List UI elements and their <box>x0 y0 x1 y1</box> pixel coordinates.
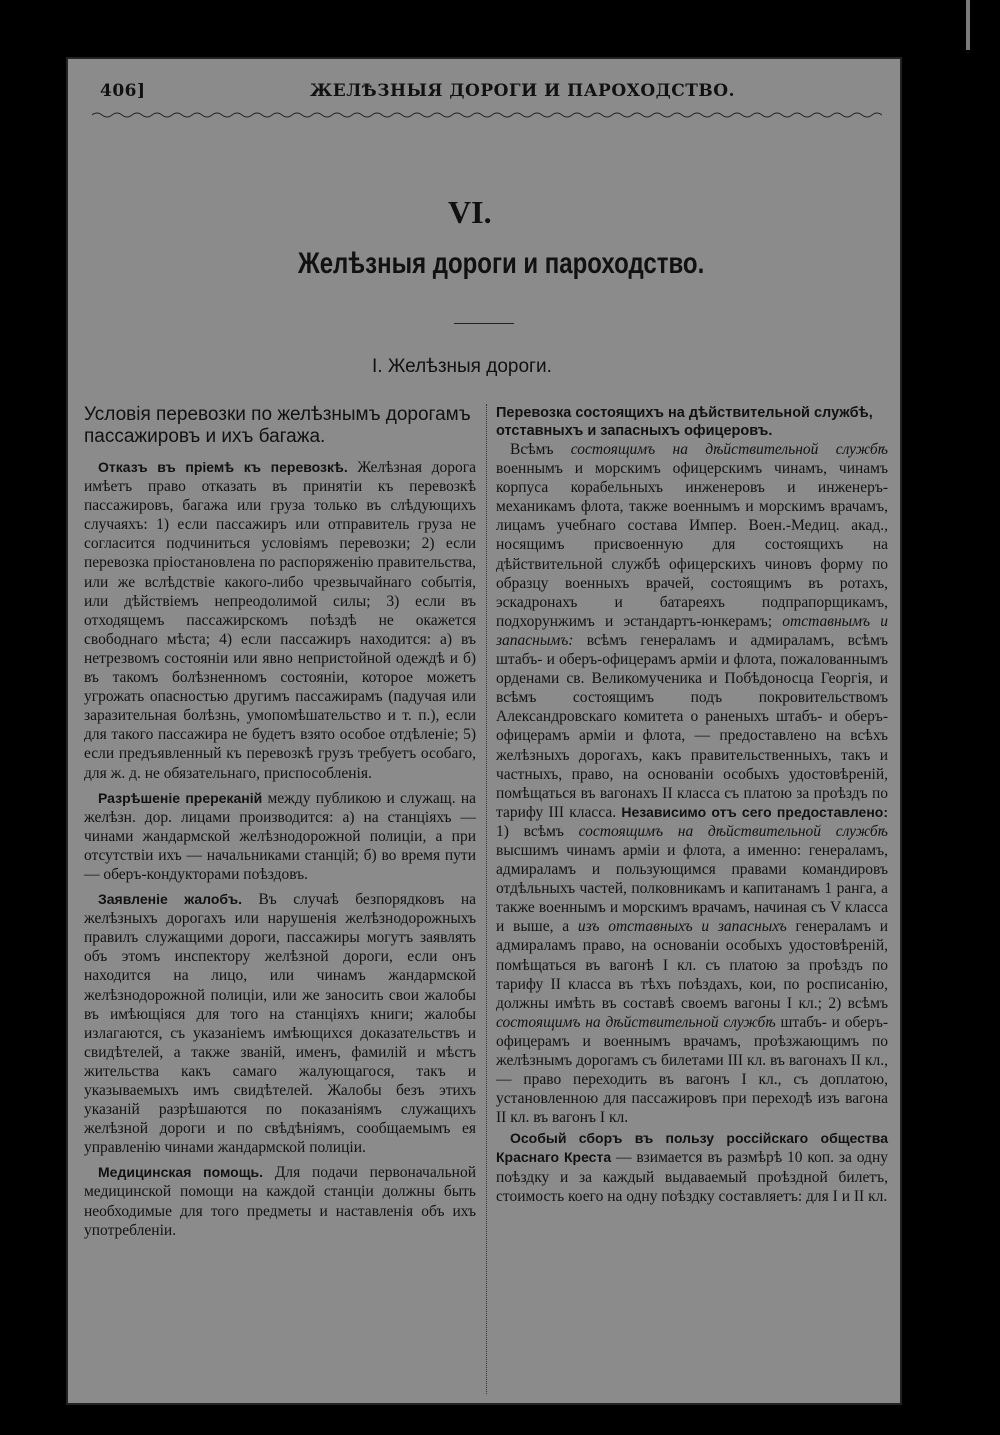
paragraph-text: между публикою и служащ. на желѣзн. дор. лицами производится: а) на станціяхъ — чинами жандармской желѣзнодорожной полиціи, а при отсутствіи ихъ — начальниками станцій; б) во время пути — оберъ-кондукторами поѣздовъ. <box>84 789 477 883</box>
section-title: Желѣзныя дороги и пароходство. <box>298 247 705 280</box>
italic-run: отставнымъ и запаснымъ: <box>496 612 889 649</box>
paragraph-red-cross <box>496 1129 888 1205</box>
subsection-title: I. Желѣзныя дороги. <box>372 356 552 377</box>
right-column-heading: Перевозка состоящихъ на дѣйствительной службѣ, отставныхъ и запасныхъ офицеровъ. <box>496 405 873 439</box>
paragraph-disputes <box>84 789 476 884</box>
italic-run: состоящимъ на дѣйствительной службѣ <box>570 441 888 458</box>
left-column <box>84 404 476 1240</box>
paragraph-lead: Независимо отъ сего предоставлено: <box>621 803 889 820</box>
left-column-heading: Условія перевозки по желѣзнымъ дорогамъ пассажировъ и ихъ багажа. <box>84 404 471 447</box>
right-column <box>496 404 888 1206</box>
paragraph-complaints <box>84 890 476 1157</box>
text-run: военнымъ и морскимъ офицерскимъ чинамъ, чинамъ корпуса корабельныхъ инженеровъ и инженеръ-механикамъ флота, также военнымъ и морскимъ врачамъ, лицамъ учебнаго состава Импер. Воен.-Медиц. акад., носящимъ присвоенную для состоящихъ на дѣйствительной службѣ офицерскихъ чиновъ форму по образцу военныхъ врачей, состоящимъ въ ротахъ, эскадронахъ и батареяхъ подпрапорщикамъ, подхорунжимъ и эстандартъ-юнкерамъ; <box>496 460 888 630</box>
paragraph-text: Желѣзная дорога имѣетъ право отказать въ принятіи къ перевозкѣ пассажировъ, багажа или груза только въ слѣдующихъ случаяхъ: 1) если пассажиръ или отправитель груза не согласится подчиниться условіямъ перевозки; 2) если перевозка пріостановлена по распоряженію правительства, или же вслѣдствіе какого-либо чрезвычайнаго событія, или дѣйствіемъ непреодолимой силы; 3) если въ отходящемъ пассажирскомъ поѣздѣ не окажется свободнаго мѣста; 4) если пассажиръ находится: а) въ нетрезвомъ состояніи или явно непристойной одеждѣ и б) въ такомъ болѣзненномъ состояніи, которое можетъ угрожать опасностью другимъ пассажирамъ (падучая или заразительная болѣзнь, умопомѣшательство и т. п.), если для такого пассажира не будетъ взято особое отдѣленіе; 5) если предъявленный къ перевозкѣ грузъ требуетъ особаго, для ж. д. не обязательнаго, приспособленія. <box>84 459 477 782</box>
paragraph-officers <box>496 440 888 1127</box>
running-title: ЖЕЛѢЗНЫЯ ДОРОГИ И ПАРОХОДСТВО. <box>310 81 736 101</box>
page-number: 406] <box>100 81 146 101</box>
book-page <box>66 57 902 1405</box>
paragraph-lead: Особый сборъ въ пользу россійскаго общества Краснаго Креста <box>496 1130 888 1166</box>
paragraph-lead: Разрѣшеніе пререканій <box>98 789 263 806</box>
italic-run: состоящимъ на дѣйствительной службѣ <box>496 1013 776 1031</box>
paragraph-lead: Отказъ въ пріемѣ къ перевозкѣ. <box>98 459 348 475</box>
text-run: всѣмъ генераламъ и адмираламъ, всѣмъ штабъ- и оберъ-офицерамъ арміи и флота, пожалованнымъ орденами св. Великомученика и Побѣдоносца Георгія, и всѣмъ состоящимъ подъ покровительствомъ Александровскаго комитета о раненыхъ штабъ- и оберъ-офицерамъ арміи и флота, — предоставлено на всѣхъ желѣзныхъ дорогахъ, какъ правительственныхъ, такъ и частныхъ, право, на основаніи особыхъ удостовѣреній, помѣщаться въ вагонахъ II класса съ платою за проѣздъ по тарифу III класса. <box>496 631 888 821</box>
section-number: VI. <box>448 194 492 230</box>
paragraph-text: Въ случаѣ безпорядковъ на желѣзныхъ дорогахъ или нарушенія желѣзнодорожныхъ правилъ служащими дороги, пассажиры могутъ заявлять объ этомъ инспектору желѣзной дороги, если онъ находится на лицо, или чинамъ жандармской желѣзнодорожной полиціи, или же заносить свои жалобы въ имѣющіяся для того на станціяхъ книги; жалобы излагаются, съ указаніемъ имѣющихся доказательствъ и свидѣтелей, а также званій, именъ, фамилій и мѣстъ жительства какъ самаго жалующагося, такъ и указываемыхъ имъ свидѣтелей. Жалобы безъ этихъ указаній разрѣшаются по показаніямъ служащихъ желѣзной дороги и по свѣдѣніямъ, сообщаемымъ ея управленію чинами жандармской полиціи. <box>84 891 477 1157</box>
paragraph-text: — взимается въ размѣрѣ 10 коп. за одну поѣздку и за каждый выдаваемый проѣздной билетъ, стоимость коего на одну поѣздку составляетъ: для I и II кл. <box>496 1149 888 1205</box>
text-run: 1) всѣмъ <box>496 822 564 840</box>
italic-run: состоящимъ на дѣйствительной службѣ <box>578 822 888 840</box>
text-run: Всѣмъ <box>510 441 554 458</box>
page-edge <box>966 0 970 50</box>
paragraph-refusal <box>84 458 476 783</box>
paragraph-lead: Заявленіе жалобъ. <box>98 891 242 908</box>
short-rule <box>454 323 514 324</box>
paragraph-medical <box>84 1163 476 1239</box>
paragraph-text: Для подачи первоначальной медицинской помощи на каждой станціи должны быть необходимые для того предметы и наставленія объ ихъ употребленіи. <box>84 1164 477 1239</box>
text-run: штабъ- и оберъ-офицерамъ и военнымъ врачамъ, проѣзжающимъ по желѣзнымъ дорогамъ съ билетами III кл. въ вагонахъ II кл., — право переходить въ вагонъ I кл., съ доплатою, установленною для пассажировъ при переходѣ изъ вагона II кл. въ вагонъ I кл. <box>496 1013 888 1127</box>
running-head <box>90 79 880 103</box>
text-run: генераламъ и адмираламъ право, на основаніи особыхъ удостовѣреній, помѣщаться въ вагонѣ I кл. съ платою за проѣздъ по тарифу II класса въ тѣхъ поѣздахъ, кои, по росписанію, должны имѣть въ составѣ своемъ вагоны I кл.; 2) всѣмъ <box>496 918 888 1012</box>
text-run: высшимъ чинамъ арміи и флота, а именно: генераламъ, адмираламъ и пользующимся правами командировъ отдѣльныхъ частей, полковникамъ и капитанамъ 1 ранга, а также военнымъ и морскимъ врачамъ, начиная съ V класса и выше, а <box>496 841 888 936</box>
paragraph-lead: Медицинская помощь. <box>98 1164 264 1181</box>
italic-run: изъ отставныхъ и запасныхъ <box>577 918 787 936</box>
column-divider <box>486 404 487 1394</box>
wavy-rule <box>92 111 882 119</box>
